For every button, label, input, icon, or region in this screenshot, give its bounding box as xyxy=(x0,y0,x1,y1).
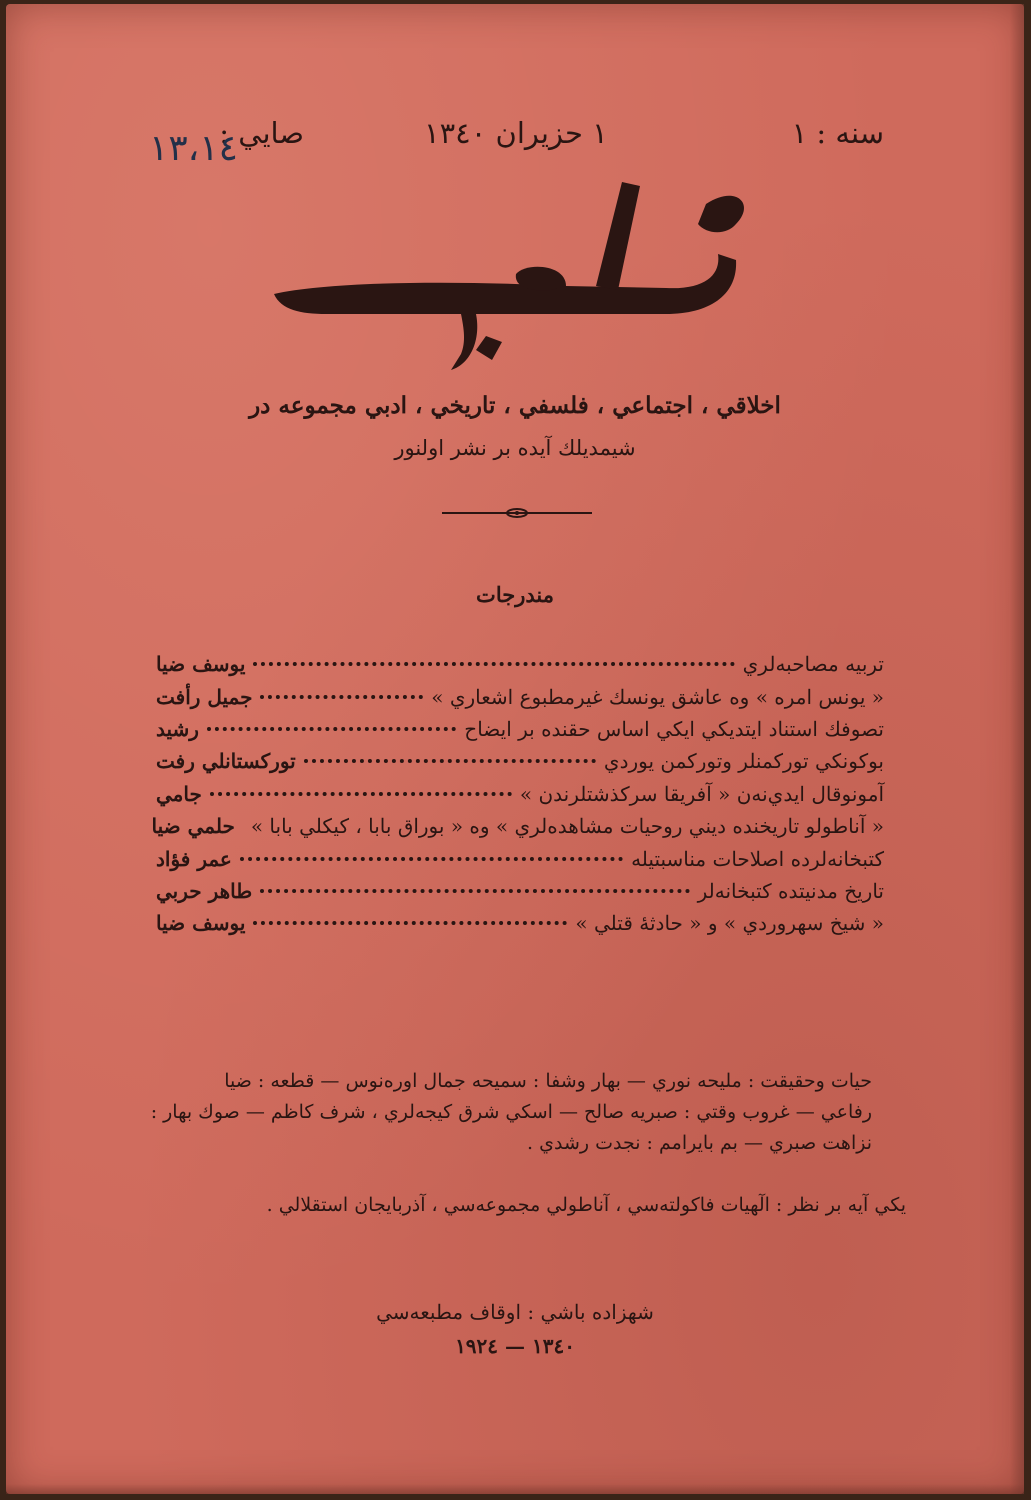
toc-entry-title: « آناطولو تاريخنده ديني روحيات مشاهده‌لري » وه « بوراق بابا ، كيكلي بابا » xyxy=(250,814,884,839)
magazine-subtitle: اخلاقي ، اجتماعي ، فلسفي ، تاريخي ، ادبي مجموعه در xyxy=(249,392,781,419)
toc-leader-dots xyxy=(207,727,456,731)
toc-leader-dots xyxy=(253,662,734,666)
issue-number-label: صايي : xyxy=(219,116,304,150)
toc-entry-title: تصوفك استناد ايتديكي ايكي اساس حقنده بر ايضاح xyxy=(464,716,884,741)
toc-entry xyxy=(151,810,884,842)
paper-edge-shadow xyxy=(1010,4,1024,1494)
publication-years: ١٣٤٠ — ١٩٢٤ xyxy=(455,1334,575,1358)
toc-leader-dots xyxy=(260,695,423,699)
toc-entry xyxy=(156,680,884,712)
toc-leader-dots xyxy=(253,921,567,925)
toc-entry-title: آمونوقال ايدي‌نه‌ن « آفريقا سركذشتلرندن » xyxy=(519,781,884,806)
table-of-contents xyxy=(151,648,884,940)
printer-imprint: شهزاده باشي : اوقاف مطبعه‌سي xyxy=(376,1300,654,1324)
toc-entry-author: جامي xyxy=(156,781,202,806)
handwritten-issue-number: ١٣،١٤ xyxy=(149,128,238,169)
misc-contents-line: رفاعي — غروب وقتي : صبريه صالح — اسكي شرق كيجه‌لري ، شرف كاظم — صوك بهار : xyxy=(150,1101,872,1123)
toc-entry xyxy=(156,907,884,939)
toc-entry-title: كتبخانه‌لرده اصلاحات مناسبتيله xyxy=(631,846,884,871)
toc-leader-dots xyxy=(210,792,512,796)
toc-leader-dots xyxy=(260,889,689,893)
toc-entry xyxy=(156,778,884,810)
toc-entry xyxy=(156,648,884,680)
toc-entry xyxy=(156,713,884,745)
toc-entry-author: يوسف ضيا xyxy=(156,652,246,677)
issue-date: ١ حزيران ١٣٤٠ xyxy=(424,116,608,150)
misc-contents-line: حيات وحقيقت : مليحه نوري — بهار وشفا : سميحه جمال اوره‌نوس — قطعه : ضيا xyxy=(224,1070,872,1092)
toc-entry-title: بوكونكي توركمنلر وتوركمن يوردي xyxy=(603,749,884,774)
toc-entry-title: تاريخ مدنيتده كتبخانه‌لر xyxy=(697,878,884,903)
contents-heading: مندرجات xyxy=(476,582,554,607)
masthead-title-calligraphy xyxy=(266,149,746,374)
toc-entry-title: تربيه مصاحبه‌لري xyxy=(742,652,884,677)
toc-entry-author: رشيد xyxy=(156,716,199,741)
volume-label: سنه : ١ xyxy=(791,116,884,150)
publication-frequency: شيمديلك آيده بر نشر اولنور xyxy=(394,436,636,460)
magazine-cover xyxy=(6,4,1024,1494)
toc-entry xyxy=(156,745,884,777)
toc-entry-author: عمر فؤاد xyxy=(156,846,232,871)
new-publications-note: يكي آيه بر نظر : الٓهيات فاكولته‌سي ، آناطولي مجموعه‌سي ، آذربايجان استقلالي . xyxy=(266,1194,906,1216)
toc-entry-title: « شيخ سهروردي » و « حادثهٔ قتلي » xyxy=(575,911,884,936)
toc-leader-dots xyxy=(240,857,623,861)
toc-entry-author: طاهر حربي xyxy=(156,878,253,903)
toc-leader-dots xyxy=(304,759,596,763)
toc-entry xyxy=(156,842,884,874)
masthead-title: محراب xyxy=(266,149,314,168)
toc-entry-author: جميل رأفت xyxy=(156,684,253,709)
toc-entry-title: « يونس امره » وه عاشق يونسك غيرمطبوع اشعاري » xyxy=(431,684,884,709)
toc-entry-author: حلمي ضيا xyxy=(151,814,235,839)
toc-entry-author: يوسف ضيا xyxy=(156,911,246,936)
paper-bottom-shadow xyxy=(6,1484,1024,1494)
toc-entry-author: توركستانلي رفت xyxy=(156,749,296,774)
toc-entry xyxy=(156,875,884,907)
divider-ornament xyxy=(442,506,592,520)
misc-contents-line: نزاهت صبري — بم بايرامم : نجدت رشدي . xyxy=(527,1132,872,1154)
